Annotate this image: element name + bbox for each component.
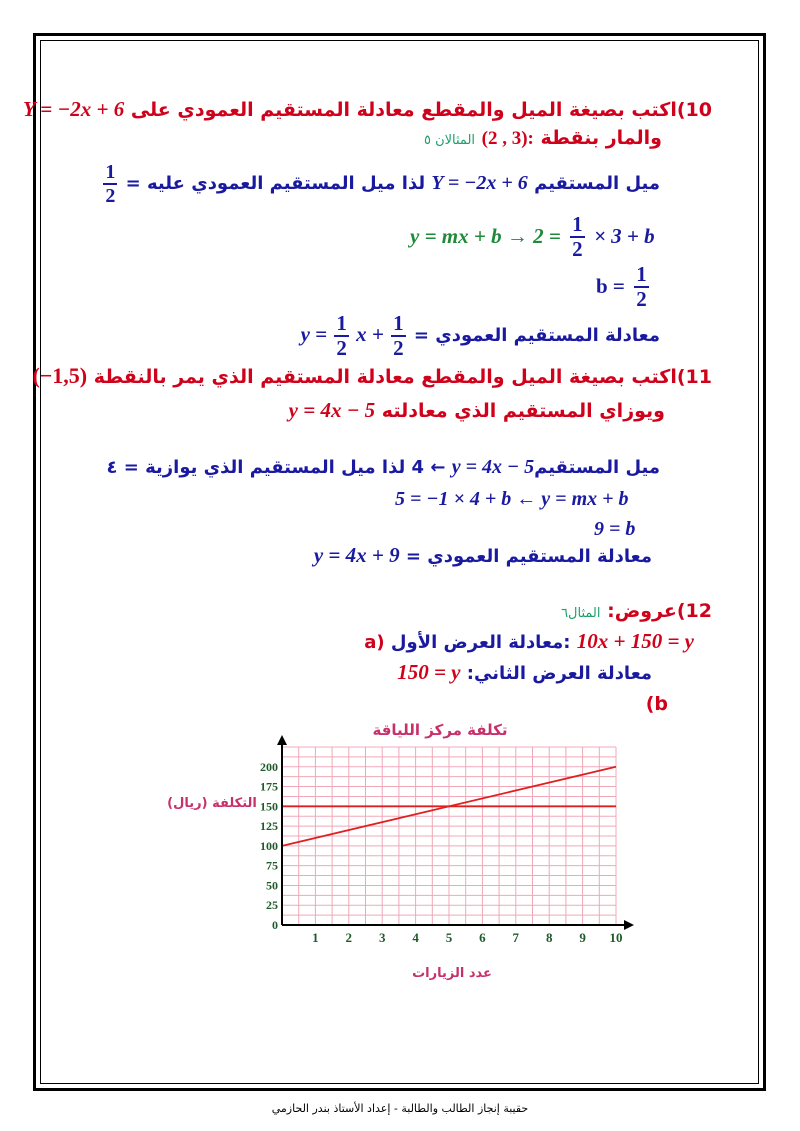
y-tick-label: 0 [272,918,278,932]
y-tick-label: 175 [260,779,278,794]
q11-result-text: معادلة المستقيم العمودي = [405,546,652,567]
x-tick-label: 9 [579,930,586,945]
x-tick-label: 8 [545,930,553,945]
q11-step1-eq: 5 = −1 × 4 + b ← y = mx + b [395,488,629,510]
q12-offer2-text: معادلة العرض الثاني: [466,663,652,684]
q12-a-label: a) [364,632,385,653]
q10-b-den: 2 [636,287,647,311]
q10-equation: Y = −2x + 6 [22,97,125,121]
q10-subtitle-line [424,127,662,150]
q10-number: 10) [676,99,712,121]
x-tick-label: 6 [479,930,486,945]
x-tick-label: 7 [512,930,520,945]
chart-x-axis-label: عدد الزيارات [412,966,492,981]
q10-perp-text: لذا ميل المستقيم العمودي عليه = [125,173,426,194]
q10-result-frac1-num: 1 [336,311,347,335]
q10-step1-num: 1 [572,212,583,236]
q12-b-label: (b [645,693,668,715]
q10-result-frac2-den: 2 [393,336,404,360]
y-tick-label: 125 [260,819,278,834]
x-tick-label: 3 [378,930,386,945]
q10-b-num: 1 [636,262,647,286]
q10-b-fraction [634,264,649,310]
q10-step1-den: 2 [572,237,583,261]
q10-result [301,313,660,359]
chart-y-axis-label: التكلفة (ريال) [167,796,257,811]
q10-perp-num: 1 [105,161,116,183]
q12-title: عروض: [607,600,677,622]
y-tick-label: 75 [266,858,278,873]
chart-ticks [260,760,623,945]
q10-example-ref: المثالان ٥ [423,133,476,148]
fitness-cost-chart [150,715,650,995]
q11-result-eq: y = 4x + 9 [313,543,400,567]
q10-step1-left: y = mx + b → 2 = [410,224,561,248]
q12-offer1 [364,629,694,654]
q12-number: 12) [676,600,712,622]
q10-result-frac1-den: 2 [336,336,347,360]
q10-slope-eq: Y = −2x + 6 [431,172,528,194]
q12-offer1-eq: 10x + 150 = y [576,629,694,653]
q10-b-label: b = [596,274,625,298]
q10-point: (2 , 3): [481,128,534,149]
y-axis-arrow [277,735,287,745]
q10-slope-text: ميل المستقيم [534,173,660,194]
q12-offer2-eq: 150 = y [397,660,461,684]
q11-subtitle-line [289,398,665,423]
q10-step1 [410,214,655,260]
q10-step1-right: × 3 + b [593,224,655,248]
y-tick-label: 50 [266,878,278,893]
y-tick-label: 25 [266,898,278,913]
q11-slope-text: ميل المستقيم [534,457,660,478]
q10-result-mid: x + [356,321,384,346]
x-tick-label: 1 [312,930,319,945]
y-tick-label: 100 [260,838,278,853]
q11-text-b: ويوزاي المستقيم الذي معادلته [381,400,665,422]
q11-number: 11) [676,366,712,388]
x-tick-label: 4 [412,930,419,945]
q10-perp-den: 2 [105,185,116,207]
q10-result-eq [301,313,408,359]
q10-text-a: اكتب بصيغة الميل والمقطع معادلة المستقيم العمودي على [130,99,677,121]
q11-line-eq: y = 4x − 5 [288,398,376,422]
q12-offer2 [397,660,652,685]
q10-title-line [23,97,712,122]
x-tick-label: 10 [609,930,623,945]
q10-text-b: والمار بنقطة [540,127,662,149]
q11-step2-eq: 9 = b [594,518,636,540]
q10-result-frac2 [391,313,406,359]
q11-point: (−1,5) [32,363,88,388]
chart-title: تكلفة مركز اللياقة [372,721,508,739]
q11-step2 [594,516,635,541]
q10-perp-fraction [103,162,117,206]
q10-result-frac1 [334,313,349,359]
q11-slope-line [107,456,660,479]
q11-title-line [32,363,712,389]
q12-title-line [561,600,712,622]
y-tick-label: 150 [260,799,278,814]
x-axis-arrow [624,920,634,930]
q10-step1-fraction [570,214,585,260]
q11-slope-eq: y = 4x − 5 [451,456,535,478]
q10-b-value [596,264,651,310]
q12-example-ref: المثال٦ [561,606,601,621]
x-tick-label: 5 [445,930,453,945]
q11-result [314,543,652,568]
q10-slope-line [101,162,660,206]
y-tick-label: 200 [260,759,278,774]
q11-step1 [395,486,629,511]
q10-result-left: y = [300,321,328,346]
q12-offer1-text: معادلة العرض الأول: [390,632,571,653]
x-tick-label: 2 [345,930,353,945]
page-footer: حقيبة إنجاز الطالب والطالبة - إعداد الأستاذ بندر الحازمي [271,1102,529,1115]
chart-grid [282,747,616,925]
chart-axes [277,735,634,930]
q11-text-a: اكتب بصيغة الميل والمقطع معادلة المستقيم الذي يمر بالنقطة [93,366,677,388]
q10-result-text: معادلة المستقيم العمودي = [413,324,660,346]
q11-arrow-text: ← 4 لذا ميل المستقيم الذي يوازية = ٤ [106,457,446,478]
q10-result-frac2-num: 1 [393,311,404,335]
